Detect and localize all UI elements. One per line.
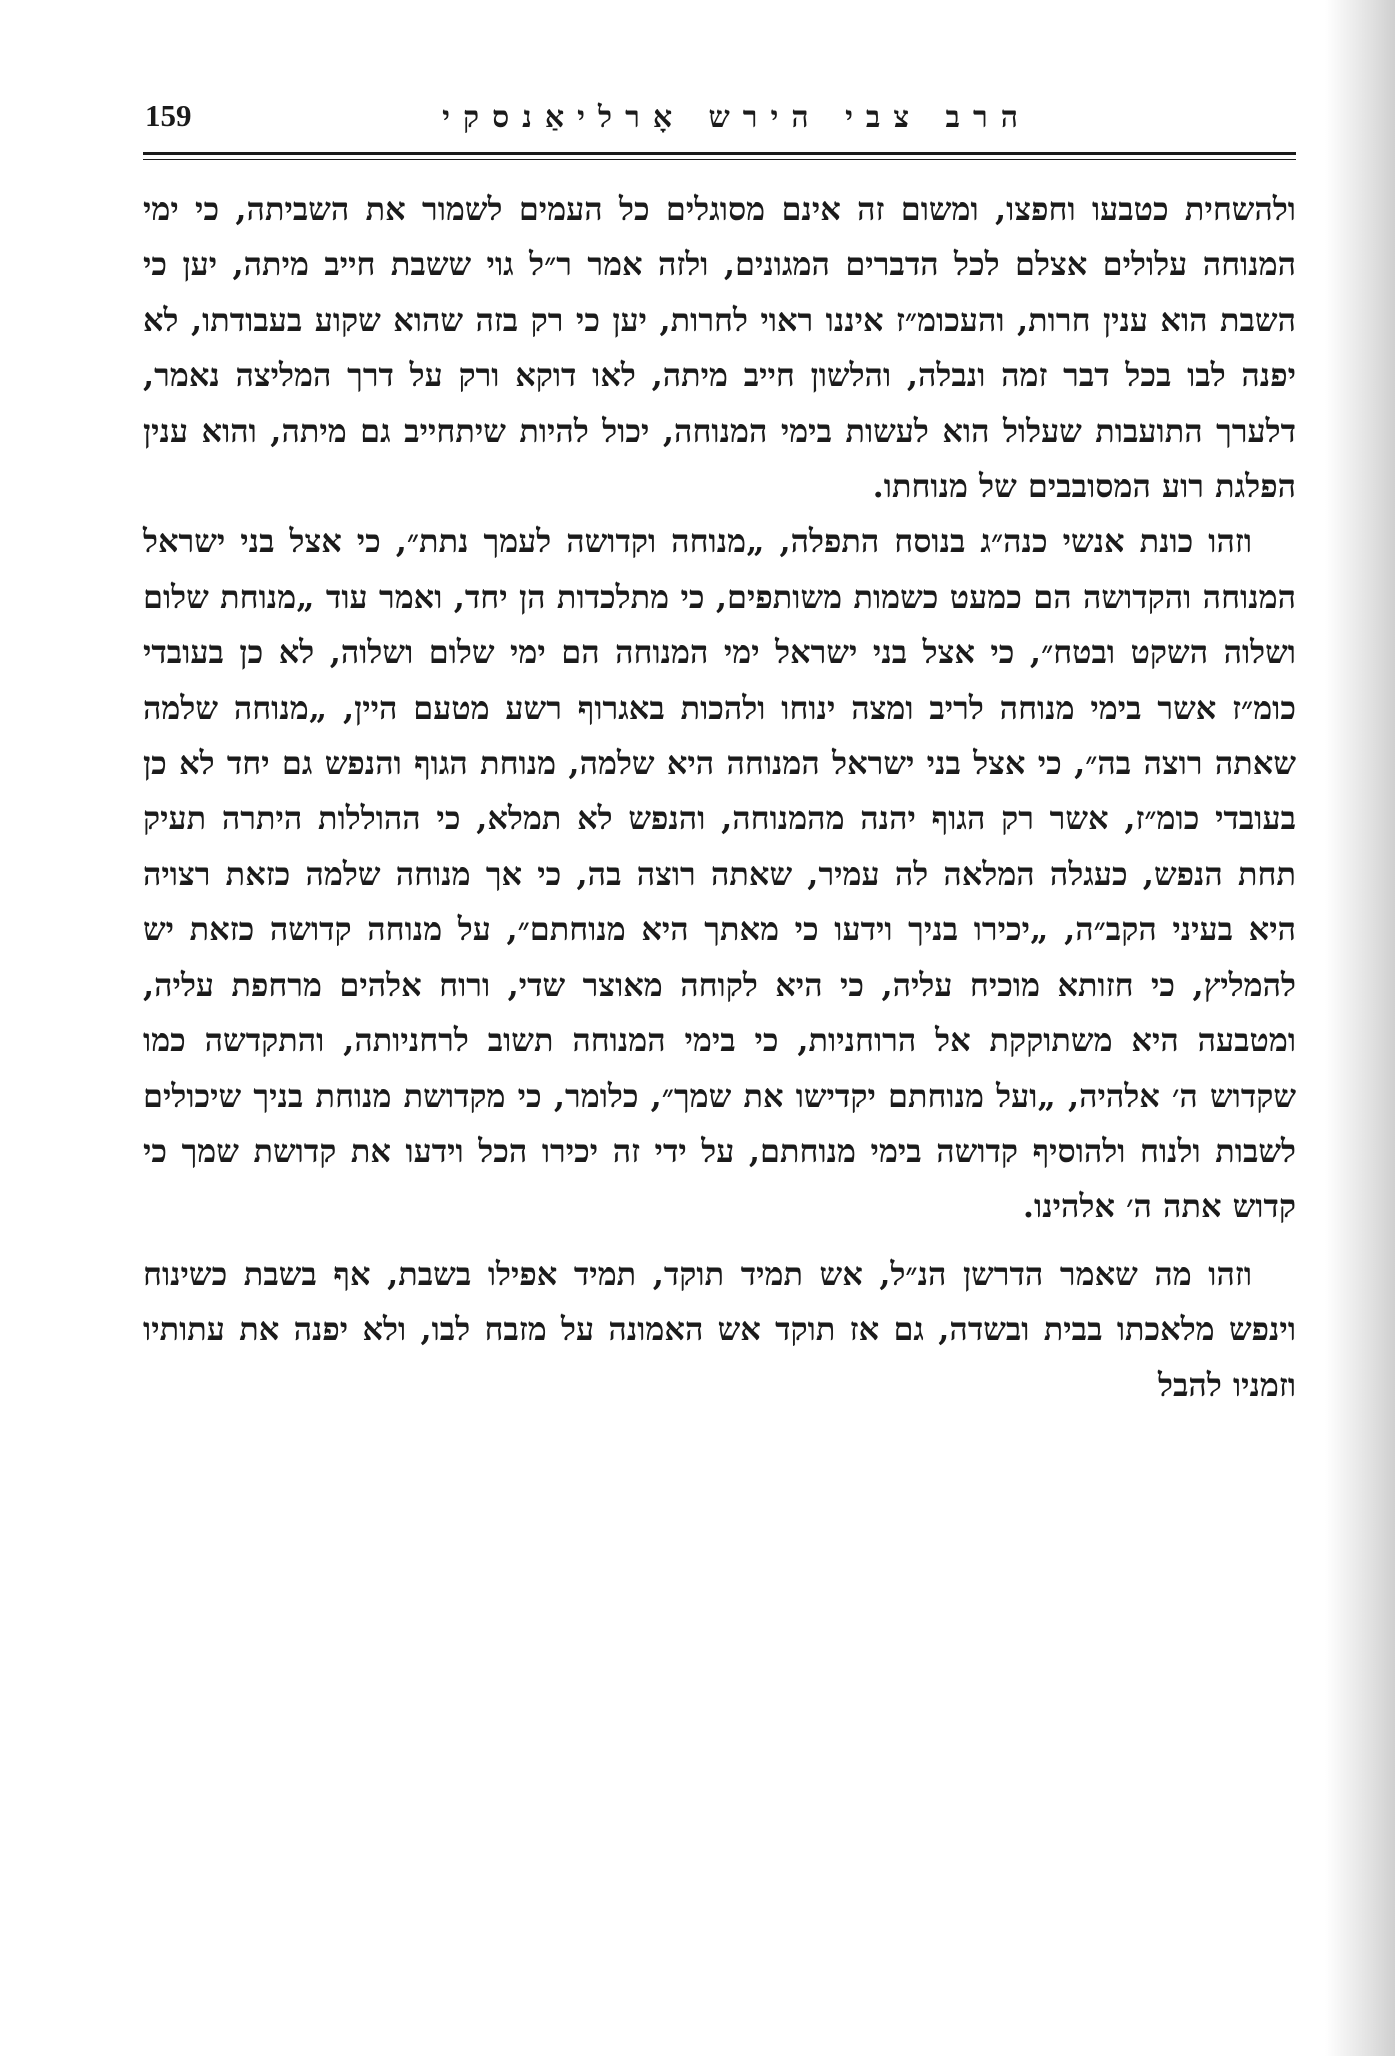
book-page	[143, 96, 1296, 1996]
header-rule-thick	[143, 152, 1296, 155]
body-text	[143, 182, 1296, 1413]
header-rule-thin	[143, 159, 1296, 160]
paragraph-3: וזהו מה שאמר הדרשן הנ״ל, אש תמיד תוקד, תמיד אפילו בשבת, אף בשבת כשינוח וינפש מלאכתו בבית ובשדה, גם אז תוקד אש האמונה על מזבח לבו, ולא יפנה את עתותיו וזמניו להבל	[143, 1254, 1296, 1404]
running-head	[143, 96, 1296, 142]
running-head-title: הרב צבי הירש אָרליאַנסקי	[442, 100, 1031, 135]
page-number: 159	[145, 98, 192, 133]
paragraph-2: וזהו כונת אנשי כנה״ג בנוסח התפלה, „מנוחה וקדושה לעמך נתת״, כי אצל בני ישראל המנוחה והקדושה הם כמעט כשמות משותפים, כי מתלכדות הן יחד, ואמר עוד „מנוחת שלום ושלוה השקט ובטח״, כי אצל בני ישראל ימי המנוחה הם ימי שלום ושלוה, לא כן בעובדי כומ״ז אשר בימי מנוחה לריב ומצה ינוחו ולהכות באגרוף רשע מטעם היין, „מנוחה שלמה שאתה רוצה בה״, כי אצל בני ישראל המנוחה היא שלמה, מנוחת הגוף והנפש גם יחד לא כן בעובדי כומ״ז, אשר רק הגוף יהנה מהמנוחה, והנפש לא תמלא, כי ההוללות היתרה תעיק תחת הנפש, כעגלה המלאה לה עמיר, שאתה רוצה בה, כי אך מנוחה שלמה כזאת רצויה היא בעיני הקב״ה, „יכירו בניך וידעו כי מאתך היא מנוחתם״, על מנוחה קדושה כזאת יש להמליץ, כי חזותא מוכיח עליה, כי היא לקוחה מאוצר שדי, ורוח אלהים מרחפת עליה, ומטבעה היא משתוקקת אל הרוחניות, כי בימי המנוחה תשוב לרחניותה, והתקדשה כמו שקדוש ה׳ אלהיה, „ועל מנוחתם יקדישו את שמך״, כלומר, כי מקדושת מנוחת בניך שיכולים לשבות ולנוח ולהוסיף קדושה בימי מנוחתם, על ידי זה יכירו הכל וידעו את קדושת שמך כי קדוש אתה ה׳ אלהינו.	[143, 522, 1297, 1226]
page-edge-shadow	[1325, 0, 1395, 2056]
paragraph-1: ולהשחית כטבעו וחפצו, ומשום זה אינם מסוגלים כל העמים לשמור את השביתה, כי ימי המנוחה עלולים אצלם לכל הדברים המגונים, ולזה אמר ר״ל גוי ששבת חייב מיתה, יען כי השבת הוא ענין חרות, והעכומ״ז איננו ראוי לחרות, יען כי רק בזה שהוא שקוע בעבודתו, לא יפנה לבו בכל דבר זמה ונבלה, והלשון חייב מיתה, לאו דוקא ורק על דרך המליצה נאמר, דלערך התועבות שעלול הוא לעשות בימי המנוחה, יכול להיות שיתחייב גם מיתה, והוא ענין הפלגת רוע המסובבים של מנוחתו.	[143, 190, 1297, 506]
